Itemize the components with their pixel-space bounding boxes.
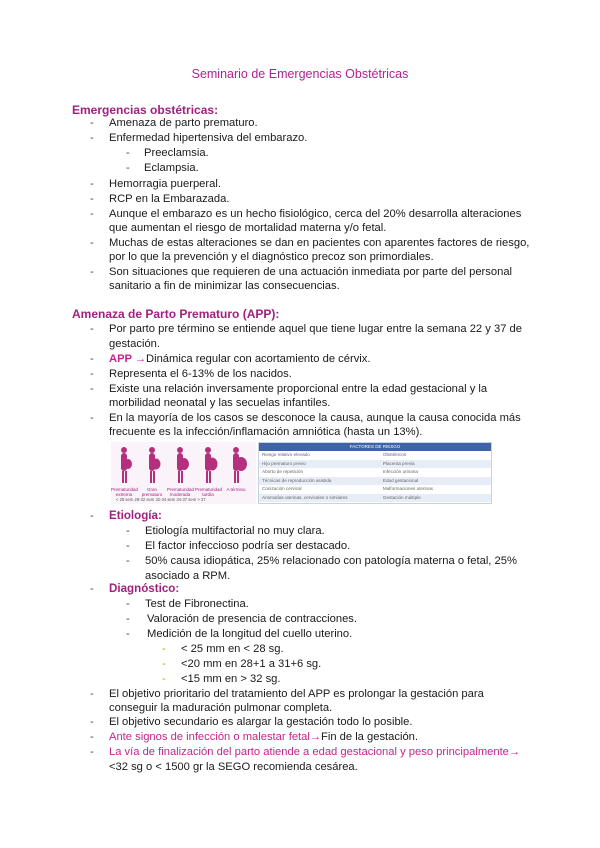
bullet-dash: - [90,368,94,380]
bullet-dash: - [90,266,94,278]
list-item: Valoración de presencia de contracciones. [147,613,357,625]
bullet-dash: - [90,237,94,249]
list-item: Medición de la longitud del cuello uterino. [147,628,353,640]
list-item: El factor infeccioso podría ser destacado. [145,540,351,552]
bullet-dash: - [126,540,130,552]
bullet-dash: - [126,613,130,625]
list-item: < 25 mm en < 28 sg. [181,643,284,655]
list-item-cont: que aumentan el riesgo de mortalidad materna y/o fetal. [109,222,387,234]
list-item: Existe una relación inversamente proporcional entre la edad gestacional y la [109,383,488,395]
app-label: APP → [109,353,147,365]
table-row [259,494,491,503]
table-cell: Malformaciones uterinas [382,486,433,491]
figure-caption: A término [226,487,246,492]
bullet-dash: - [90,731,94,743]
list-item: <15 mm en > 32 sg. [181,673,281,685]
table-cell: Técnicas de reproducción asistida [262,477,332,483]
bullet-dash: - [126,162,130,174]
bullet-dash: - [126,628,130,640]
list-item: El objetivo prioritario del tratamiento del APP es prolongar la gestación para [109,688,484,700]
pregnancy-silhouettes [111,442,256,504]
figure-caption: Prematuridad moderada [167,487,195,497]
list-item: Aunque el embarazo es un hecho fisiológico, cerca del 20% desarrolla alteraciones [109,208,522,220]
bullet-dash: - [90,117,94,129]
table-row [259,451,491,460]
bullet-dash: - [90,746,94,758]
table-cell: Gestación múltiple [382,494,421,500]
risk-factors-table [258,442,492,504]
figure-caption: Prematuridad tardía [195,487,223,497]
bullet-dash: - [90,688,94,700]
bullet-dash: - [90,583,94,595]
etiologia-heading: Etiología: [109,509,162,522]
list-item-cont: conseguir la maduración pulmonar completa. [109,702,333,714]
bullet-dash: - [162,673,166,685]
list-item-cont: gestación. [109,338,160,350]
bullet-dash: - [126,555,130,567]
list-item: Test de Fibronectina. [145,598,249,610]
document-title: Seminario de Emergencias Obstétricas [191,67,409,81]
bullet-dash: - [162,643,166,655]
table-header: FACTORES DE RIESGO [259,443,491,451]
table-cell: Anomalías uterinas, cervicales o similares [262,494,348,500]
list-item: El objetivo secundario es alargar la gestación todo lo posible. [109,716,413,728]
list-item: Representa el 6-13% de los nacidos. [109,368,292,380]
table-cell: Obstétricos [382,452,407,457]
table-row [259,485,491,494]
list-item: Eclampsia. [144,162,199,174]
diagnostico-heading: Diagnóstico: [109,582,180,595]
list-item-end: Fin de la gestación. [321,731,419,743]
list-item-cont: asociado a RPM. [145,570,231,582]
table-row [259,477,491,486]
list-item: Son situaciones que requieren de una actuación inmediata por parte del personal [109,266,513,278]
bullet-dash: - [90,383,94,395]
figure-caption: Prematuridad extrema [111,487,139,497]
prematurity-figure [111,442,492,504]
table-cell: Infección urinaria [382,469,418,474]
bullet-dash: - [126,525,130,537]
list-item: 50% causa idiopática, 25% relacionado con patología materna o fetal, 25% [145,555,517,567]
figure-footnote: < 28 sem 28-32 sem 32-34 sem 34-37 sem > 37 [116,497,206,502]
list-item-cont: morbilidad neonatal y las secuelas infantiles. [109,397,331,409]
list-item-cont: frecuente es la infección/inflamación amniótica (hasta un 13%). [109,426,423,438]
list-item: Muchas de estas alteraciones se dan en pacientes con aparentes factores de riesgo, [109,237,530,249]
bullet-dash: - [162,658,166,670]
bullet-dash: - [90,716,94,728]
bullet-dash: - [126,598,130,610]
table-row [259,460,491,469]
list-item: Amenaza de parto prematuro. [109,117,258,129]
list-item-cont: por lo que la prevención y el diagnóstico precoz son primordiales. [109,251,434,263]
bullet-dash: - [90,353,94,365]
table-cell: Riesgo relativo elevado [262,452,310,457]
figure-caption: Gran prematuro [141,487,163,497]
list-item: Dinámica regular con acortamiento de cérvix. [146,353,371,365]
table-row [259,468,491,477]
table-cell: Placenta previa [382,460,415,466]
list-item: Hemorragia puerperal. [109,178,221,190]
bullet-dash: - [90,323,94,335]
table-cell: Aborto de repetición [262,469,304,474]
list-item: RCP en la Embarazada. [109,193,230,205]
bullet-dash: - [90,510,94,522]
table-cell: Conización cervical [262,486,302,491]
bullet-dash: - [90,193,94,205]
bullet-dash: - [90,208,94,220]
bullet-dash: - [90,132,94,144]
list-item-pink: La vía de finalización del parto atiende a edad gestacional y peso principalmente→ [109,746,521,758]
section-heading-emergencias: Emergencias obstétricas: [72,103,219,117]
list-item: Etiología multifactorial no muy clara. [145,525,325,537]
bullet-dash: - [90,178,94,190]
list-item-cont: <32 sg o < 1500 gr la SEGO recomienda cesárea. [109,761,358,773]
table-cell: Edad gestacional [382,477,419,483]
list-item: En la mayoría de los casos se desconoce la causa, aunque la causa conocida más [109,412,521,424]
table-cell: Hijo prematuro previo [262,460,306,466]
bullet-dash: - [90,412,94,424]
list-item-cont: sanitario a fin de minimizar las consecuencias. [109,280,340,292]
section-heading-app: Amenaza de Parto Prematuro (APP): [72,307,280,321]
list-item: Preeclamsia. [144,147,209,159]
list-item: Por parto pre término se entiende aquel que tiene lugar entre la semana 22 y 37 de [109,323,522,335]
bullet-dash: - [126,147,130,159]
list-item: <20 mm en 28+1 a 31+6 sg. [181,658,322,670]
list-item-pink: Ante signos de infección o malestar fetal→ [109,731,322,743]
list-item: Enfermedad hipertensiva del embarazo. [109,132,308,144]
